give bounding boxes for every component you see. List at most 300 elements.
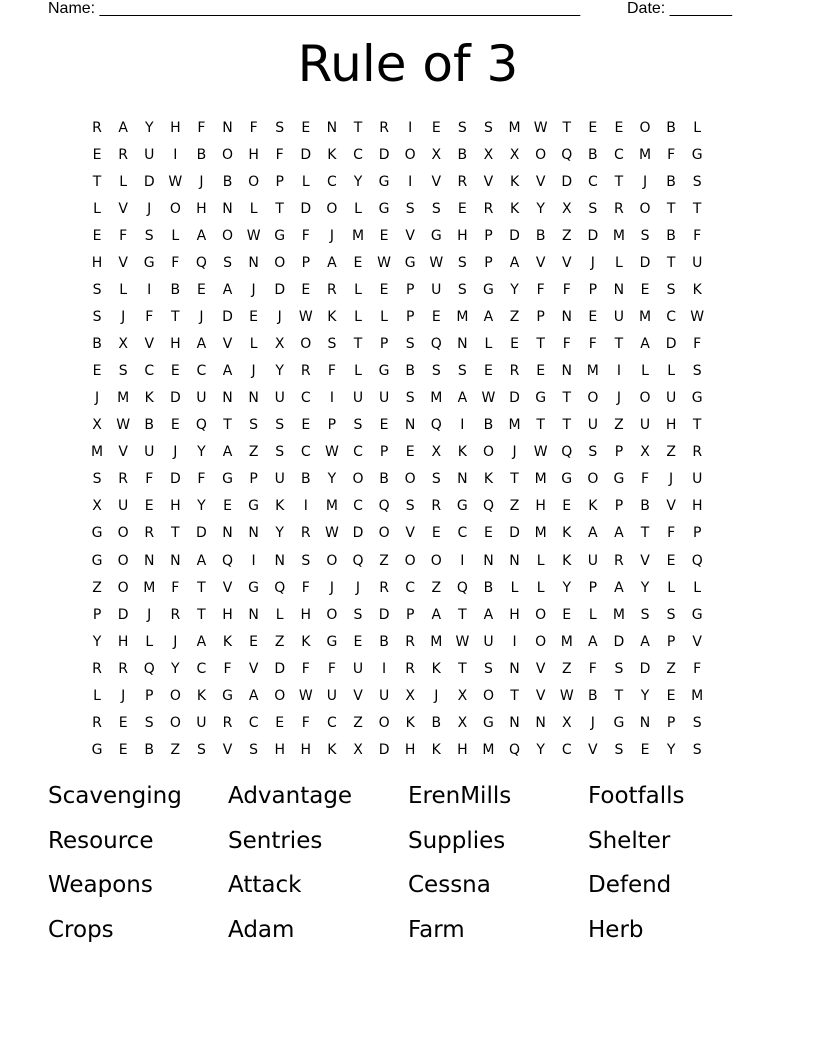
grid-letter: F [171,254,180,271]
grid-letter: F [327,363,336,380]
grid-letter: E [144,498,154,515]
grid-letter: A [222,363,233,380]
grid-letter: A [431,606,442,623]
word-bank-item: Farm [408,916,465,943]
grid-letter: N [535,714,546,731]
grid-letter: D [509,227,520,244]
grid-letter: M [508,119,521,136]
grid-letter: X [457,714,468,731]
grid-letter: M [117,390,130,407]
grid-letter: F [171,579,180,596]
grid-letter: Q [430,336,442,353]
grid-letter: S [484,660,493,677]
grid-letter: Y [666,741,676,758]
grid-letter: K [275,498,285,515]
grid-letter: J [329,227,334,244]
grid-letter: U [692,254,703,271]
grid-letter: Z [666,660,676,677]
grid-letter: E [353,254,363,271]
grid-letter: E [170,417,180,434]
grid-letter: L [641,363,649,380]
grid-letter: U [196,714,207,731]
grid-letter: S [457,363,467,380]
grid-letter: D [196,525,207,542]
grid-letter: U [118,498,129,515]
grid-letter: S [405,498,415,515]
grid-letter: E [614,119,624,136]
grid-letter: B [379,471,389,488]
grid-letter: A [118,119,128,136]
grid-letter: O [274,254,286,271]
grid-letter: J [590,714,595,731]
grid-letter: F [197,119,206,136]
grid-letter: B [640,498,650,515]
grid-letter: E [275,714,285,731]
grid-letter: F [667,146,676,163]
grid-letter: V [118,444,128,461]
grid-letter: J [329,579,334,596]
grid-letter: R [692,444,703,461]
grid-letter: V [222,741,233,758]
grid-letter: Y [144,119,154,136]
grid-letter: F [301,227,310,244]
grid-letter: H [300,606,312,623]
grid-letter: H [691,498,703,515]
grid-letter: Q [430,417,442,434]
grid-letter: X [274,336,285,353]
grid-letter: G [691,606,703,623]
grid-letter: G [613,471,625,488]
grid-letter: T [666,200,676,217]
grid-letter: J [147,606,152,623]
grid-letter: I [147,281,152,298]
grid-letter: C [248,714,259,731]
grid-letter: K [562,525,572,542]
grid-letter: S [353,417,363,434]
grid-letter: L [510,579,519,596]
grid-letter: A [483,308,494,325]
grid-letter: G [91,552,103,569]
grid-letter: S [640,606,650,623]
grid-letter: T [536,336,545,353]
grid-letter: R [405,660,416,677]
grid-letter: Y [353,173,363,190]
grid-letter: U [587,552,598,569]
grid-letter: E [379,281,389,298]
grid-letter: H [274,741,285,758]
grid-letter: D [143,173,155,190]
grid-letter: H [509,606,520,623]
grid-letter: N [457,336,468,353]
grid-letter: S [640,227,650,244]
grid-letter: X [431,444,442,461]
grid-letter: O [639,200,651,217]
grid-letter: T [562,119,572,136]
grid-letter: E [562,498,572,515]
grid-letter: K [144,390,154,407]
grid-letter: V [692,633,702,650]
grid-letter: U [352,390,364,407]
grid-letter: W [168,173,183,190]
grid-letter: A [640,336,650,353]
grid-letter: H [170,336,181,353]
grid-letter: V [118,254,128,271]
grid-letter: Z [379,552,389,569]
grid-letter: P [275,173,284,190]
grid-letter: V [535,660,546,677]
grid-letter: L [667,363,676,380]
grid-letter: O [169,714,181,731]
grid-letter: Z [248,444,259,461]
grid-letter: Y [275,363,284,380]
grid-letter: I [382,660,387,677]
grid-letter: F [640,471,650,488]
grid-letter: L [693,579,702,596]
grid-letter: O [404,552,416,569]
grid-letter: B [300,471,311,488]
grid-letter: J [642,173,648,190]
grid-letter: O [404,146,416,163]
grid-letter: F [588,660,597,677]
grid-letter: E [379,417,389,434]
grid-letter: L [536,579,545,596]
grid-letter: Y [536,200,545,217]
grid-letter: P [666,633,676,650]
word-bank-item: Defend [588,872,672,898]
grid-letter: B [483,417,494,434]
word-bank [48,774,768,952]
grid-letter: G [248,579,260,596]
grid-letter: K [301,633,311,650]
grid-letter: E [666,552,676,569]
grid-letter: K [509,200,520,217]
grid-letter: E [353,633,363,650]
grid-letter: E [640,281,650,298]
grid-letter: X [118,336,128,353]
grid-letter: R [222,714,233,731]
grid-letter: S [196,741,206,758]
grid-letter: S [484,119,493,136]
grid-letter: S [353,606,363,623]
grid-letter: E [301,281,311,298]
grid-letter: G [91,525,103,542]
grid-letter: B [222,173,233,190]
grid-letter: R [457,173,468,190]
grid-letter: J [121,687,126,704]
grid-letter: U [352,660,364,677]
grid-letter: P [536,308,545,325]
grid-letter: O [326,606,338,623]
grid-letter: F [301,660,310,677]
grid-letter: L [667,579,676,596]
grid-letter: W [533,119,548,136]
grid-letter: Z [561,660,572,677]
grid-letter: I [408,173,413,190]
grid-letter: R [300,363,311,380]
grid-letter: R [379,579,389,596]
grid-letter: M [612,227,625,244]
grid-letter: H [535,498,546,515]
grid-letter: N [222,119,233,136]
grid-letter: I [329,390,334,407]
grid-letter: K [327,146,337,163]
grid-letter: H [170,498,181,515]
grid-letter: P [327,417,337,434]
grid-letter: B [666,227,676,244]
grid-letter: D [509,390,520,407]
grid-letter: Z [614,417,624,434]
grid-letter: A [222,444,233,461]
grid-letter: V [640,552,650,569]
grid-letter: B [588,146,598,163]
grid-letter: C [587,173,598,190]
grid-letter: L [354,363,362,380]
grid-letter: S [92,471,102,488]
grid-letter: O [222,146,234,163]
grid-letter: V [118,200,128,217]
grid-letter: X [92,417,102,434]
grid-letter: R [144,525,155,542]
grid-letter: N [509,660,520,677]
grid-letter: L [171,227,180,244]
grid-letter: D [222,308,233,325]
word-bank-item: Footfalls [588,783,685,809]
grid-letter: G [483,281,494,298]
grid-letter: J [121,308,126,325]
grid-letter: S [431,200,441,217]
grid-letter: C [666,308,676,325]
grid-letter: I [251,552,256,569]
grid-letter: G [378,363,390,380]
grid-letter: L [275,606,284,623]
grid-letter: T [510,687,519,704]
grid-letter: J [147,200,152,217]
grid-letter: Y [275,525,284,542]
grid-letter: Q [456,579,468,596]
grid-letter: C [144,363,155,380]
grid-letter: K [483,471,494,488]
grid-letter: V [405,525,415,542]
grid-letter: P [249,471,258,488]
grid-letter: O [378,525,390,542]
grid-letter: F [562,336,571,353]
grid-letter: V [222,579,233,596]
grid-letter: P [379,336,389,353]
grid-letter: N [561,363,572,380]
grid-letter: A [640,633,650,650]
grid-letter: N [509,552,520,569]
grid-letter: S [457,119,467,136]
grid-letter: Z [170,741,181,758]
grid-letter: D [613,633,625,650]
grid-letter: M [508,417,521,434]
grid-letter: A [614,579,624,596]
word-bank-item: Cessna [408,872,491,898]
grid-letter: W [533,444,548,461]
grid-letter: I [512,633,517,650]
grid-letter: R [92,119,102,136]
grid-letter: N [222,390,233,407]
grid-letter: V [483,173,494,190]
grid-letter: O [274,687,286,704]
grid-letter: W [298,687,313,704]
grid-letter: N [639,714,651,731]
grid-letter: S [249,417,259,434]
grid-letter: E [249,308,259,325]
grid-letter: P [405,281,415,298]
grid-letter: M [456,308,469,325]
grid-letter: A [196,336,207,353]
grid-letter: N [509,714,520,731]
grid-letter: R [431,498,442,515]
grid-letter: V [405,227,415,244]
grid-letter: A [196,633,207,650]
grid-letter: E [379,227,389,244]
grid-letter: V [353,687,363,704]
grid-letter: L [249,336,258,353]
grid-letter: E [249,633,259,650]
grid-letter: S [301,552,311,569]
grid-letter: P [588,281,598,298]
grid-letter: Z [274,633,285,650]
grid-letter: X [640,444,650,461]
grid-letter: M [691,687,704,704]
grid-letter: K [327,741,337,758]
grid-letter: S [405,336,415,353]
grid-letter: Q [352,552,364,569]
grid-letter: F [145,308,154,325]
grid-letter: W [429,254,444,271]
grid-letter: Y [171,660,180,677]
grid-letter: N [613,281,625,298]
grid-letter: S [223,254,232,271]
grid-letter: Q [274,579,286,596]
grid-letter: X [561,714,572,731]
grid-letter: E [588,308,598,325]
grid-letter: O [169,200,181,217]
grid-letter: F [119,227,128,244]
grid-letter: Z [353,714,363,731]
grid-letter: S [692,714,702,731]
grid-letter: R [92,714,102,731]
grid-letter: S [431,363,441,380]
grid-letter: D [274,660,286,677]
grid-letter: H [196,200,207,217]
grid-letter: E [431,525,441,542]
word-bank-item: Scavenging [48,783,182,809]
grid-letter: S [614,660,624,677]
grid-letter: F [693,660,702,677]
grid-letter: F [223,660,232,677]
grid-letter: Y [510,281,519,298]
grid-letter: P [92,606,102,623]
grid-letter: J [173,633,178,650]
grid-letter: B [144,741,155,758]
grid-letter: N [170,552,181,569]
grid-letter: U [378,390,390,407]
grid-letter: L [145,633,154,650]
grid-letter: J [199,173,204,190]
grid-letter: U [587,417,598,434]
grid-letter: W [116,417,131,434]
grid-letter: G [274,227,286,244]
grid-letter: S [666,281,676,298]
grid-letter: W [690,308,705,325]
grid-letter: L [536,552,545,569]
grid-letter: D [300,200,312,217]
grid-letter: B [170,281,181,298]
grid-letter: F [588,336,597,353]
page-title: Rule of 3 [297,35,519,93]
grid-letter: T [171,525,180,542]
grid-letter: U [144,444,155,461]
grid-letter: O [482,687,494,704]
grid-letter: O [352,471,364,488]
grid-letter: T [171,308,180,325]
grid-letter: H [665,417,677,434]
grid-letter: P [614,498,624,515]
grid-letter: T [614,336,624,353]
grid-letter: T [510,471,519,488]
grid-letter: M [143,579,156,596]
grid-letter: A [196,552,207,569]
grid-letter: L [484,336,493,353]
grid-letter: T [353,336,363,353]
grid-letter: X [483,146,494,163]
grid-letter: H [117,633,129,650]
grid-letter: M [586,363,599,380]
grid-letter: P [484,254,493,271]
grid-letter: N [404,417,416,434]
grid-letter: O [587,471,599,488]
grid-letter: S [405,200,415,217]
grid-letter: G [222,687,233,704]
grid-letter: L [354,200,362,217]
grid-letter: R [300,525,311,542]
grid-letter: R [118,660,128,677]
grid-letter: I [408,119,413,136]
grid-letter: H [300,741,312,758]
grid-letter: N [248,254,259,271]
grid-letter: E [92,227,102,244]
grid-letter: B [144,417,155,434]
grid-letter: R [483,200,494,217]
grid-letter: U [483,633,494,650]
grid-letter: B [379,633,389,650]
grid-letter: U [274,390,285,407]
grid-letter: E [484,525,493,542]
word-search-grid [84,114,710,764]
grid-letter: T [640,525,650,542]
grid-letter: Z [561,227,572,244]
grid-letter: V [588,741,598,758]
grid-letter: Q [561,444,573,461]
grid-letter: O [535,606,547,623]
grid-letter: G [378,173,390,190]
grid-letter: E [666,687,676,704]
grid-letter: F [301,579,310,596]
grid-letter: S [92,308,102,325]
grid-letter: R [118,146,128,163]
grid-letter: P [405,606,415,623]
word-bank-item: Supplies [408,827,506,854]
grid-letter: T [275,200,284,217]
grid-letter: O [535,633,547,650]
grid-letter: X [92,498,102,515]
grid-letter: V [666,498,676,515]
grid-letter: T [536,417,545,434]
grid-letter: L [119,173,128,190]
